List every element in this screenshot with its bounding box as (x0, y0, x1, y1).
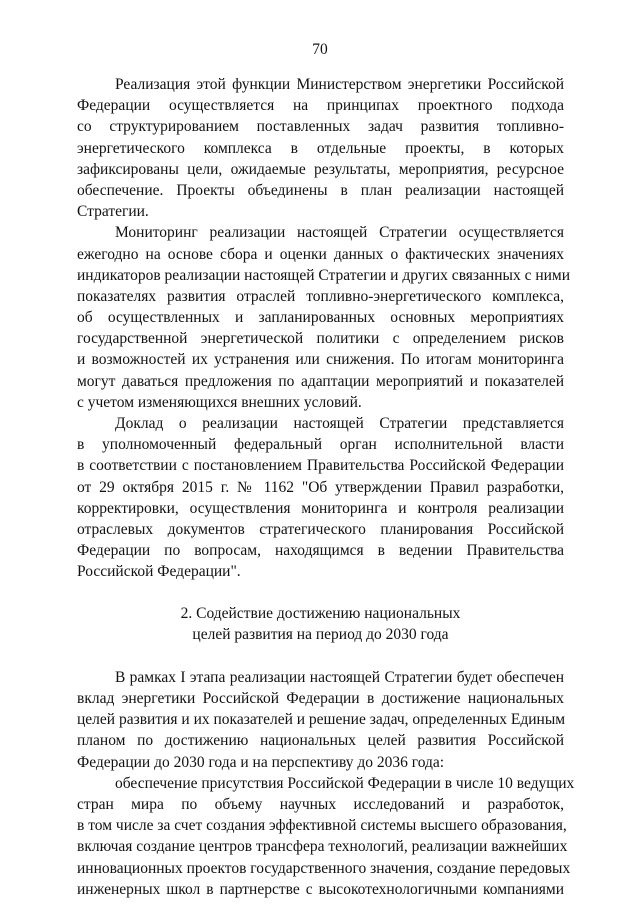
text-line: индикаторов реализации настоящей Стратегии и других связанных с ними (77, 266, 571, 284)
heading-line: 2. Содействие достижению национальных (180, 604, 461, 622)
text-line: Доклад о реализации настоящей Стратегии представляется (115, 415, 564, 432)
text-line: стран мира по объему научных исследований и разработок, (77, 796, 564, 813)
text-line: Реализация этой функции Министерством энергетики Российской (115, 76, 564, 93)
paragraphs-after-heading (77, 667, 575, 900)
text-line: могут даваться предложения по адаптации мероприятий и показателей (77, 372, 564, 390)
paragraph (77, 773, 575, 900)
text-line: включая создание центров трансфера технологий, реализации важнейших (77, 838, 568, 856)
paragraphs-before-heading (77, 74, 571, 583)
text-line: инновационных проектов государственного значения, создание передовых (77, 859, 571, 877)
text-line: Федерации осуществляется на принципах проектного подхода (77, 97, 564, 115)
section-heading (77, 603, 564, 645)
document-body (77, 74, 575, 900)
text-line: обеспечение присутствия Российской Федерации в числе 10 ведущих (115, 774, 575, 792)
text-line: вклад энергетики Российской Федерации в достижение национальных (77, 690, 564, 708)
text-line: в соответствии с постановлением Правительства Российской Федерации (77, 457, 564, 475)
text-line: и возможностей их устранения или снижения. По итогам мониторинга (77, 351, 564, 369)
paragraph (77, 413, 564, 583)
paragraph (77, 667, 564, 773)
text-line: Федерации до 2030 года и на перспективу до 2036 года: (77, 753, 445, 771)
page-number: 70 (312, 41, 328, 58)
text-line: Федерации по вопросам, находящимся в ведении Правительства (77, 542, 564, 560)
text-line: зафиксированы цели, ожидаемые результаты, мероприятия, ресурсное (77, 160, 564, 178)
paragraph (77, 222, 571, 413)
text-line: в том числе за счет создания эффективной системы высшего образования, (77, 817, 567, 835)
text-line: с учетом изменяющихся внешних условий. (77, 393, 362, 411)
text-line: энергетического комплекса в отдельные проекты, в которых (77, 139, 564, 157)
text-line: В рамках I этапа реализации настоящей Стратегии будет обеспечен (115, 668, 564, 686)
text-line: отраслевых документов стратегического планирования Российской (77, 520, 564, 538)
text-line: Мониторинг реализации настоящей Стратегии осуществляется (115, 224, 564, 242)
text-line: планом по достижению национальных целей развития Российской (77, 732, 564, 750)
text-line: ежегодно на основе сбора и оценки данных о фактических значениях (77, 245, 564, 263)
text-line: со структурированием поставленных задач развития топливно- (77, 118, 564, 136)
text-line: Стратегии. (77, 203, 149, 221)
text-line: Российской Федерации". (77, 563, 241, 581)
text-line: показателях развития отраслей топливно-энергетического комплекса, (77, 287, 564, 305)
text-line: корректировки, осуществления мониторинга и контроля реализации (77, 499, 564, 517)
text-line: в уполномоченный федеральный орган исполнительной власти (77, 436, 564, 454)
heading-line: целей развития на период до 2030 года (192, 625, 449, 643)
text-line: об осуществленных и запланированных основных мероприятиях (77, 309, 564, 327)
text-line: обеспечение. Проекты объединены в план реализации настоящей (77, 181, 564, 199)
paragraph (77, 74, 564, 222)
text-line: от 29 октября 2015 г. № 1162 "Об утверждении Правил разработки, (77, 478, 564, 496)
text-line: целей развития и их показателей и решение задач, определенных Единым (77, 711, 566, 729)
text-line: государственной энергетической политики с определением рисков (77, 330, 564, 348)
text-line: инженерных школ в партнерстве с высокотехнологичными компаниями (77, 880, 564, 898)
